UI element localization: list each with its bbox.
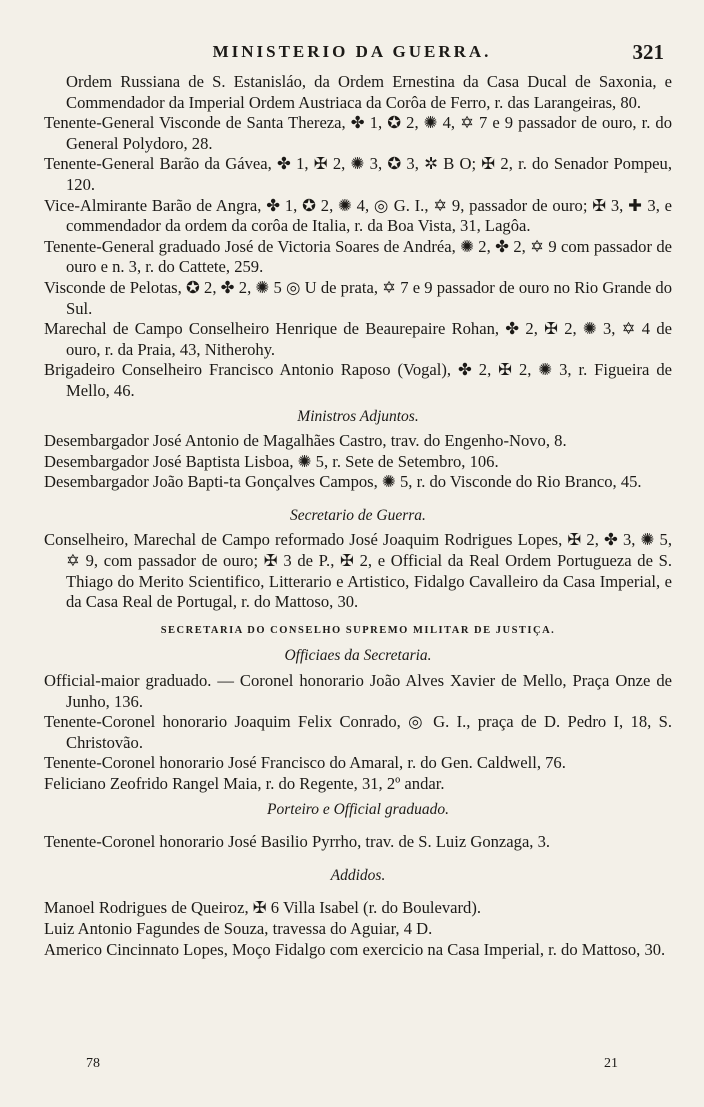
- section-heading-ministros: Ministros Adjuntos.: [297, 407, 419, 425]
- list-item: Official-maior graduado. — Coronel honorario João Alves Xavier de Mello, Praça Onze de Junho, 136.: [44, 671, 672, 711]
- list-item: Desembargador José Antonio de Magalhães Castro, trav. do Engenho-Novo, 8.: [44, 431, 567, 451]
- section-heading-porteiro: Porteiro e Official graduado.: [267, 800, 449, 818]
- section-caps-heading-secretaria: SECRETARIA DO CONSELHO SUPREMO MILITAR DE JUSTIÇA.: [160, 624, 556, 636]
- list-item: Tenente-General Visconde de Santa Thereza, ✤ 1, ✪ 2, ✺ 4, ✡ 7 e 9 passador de ouro, r. do General Polydoro, 28.: [44, 113, 672, 153]
- list-item: Feliciano Zeofrido Rangel Maia, r. do Regente, 31, 2º andar.: [44, 774, 445, 793]
- list-item: Vice-Almirante Barão de Angra, ✤ 1, ✪ 2, ✺ 4, ◎ G. I., ✡ 9, passador de ouro; ✠ 3, ✚ 3, e commendador da ordem da corôa de Italia, r. da Boa Vista, 31, Lagôa.: [44, 195, 672, 236]
- signature-mark-right: 21: [604, 1056, 618, 1071]
- section-heading-officiaes: Officiaes da Secretaria.: [284, 647, 432, 665]
- list-item: Desembargador João Bapti-ta Gonçalves Campos, ✺ 5, r. do Visconde do Rio Branco, 45.: [44, 472, 642, 492]
- section-heading-addidos: Addidos.: [330, 866, 386, 884]
- list-item: Manoel Rodrigues de Queiroz, ✠ 6 Villa Isabel (r. do Boulevard).: [44, 898, 482, 918]
- list-item: Desembargador José Baptista Lisboa, ✺ 5, r. Sete de Setembro, 106.: [44, 451, 499, 471]
- section-heading-secretario: Secretario de Guerra.: [290, 506, 426, 524]
- list-item: Luiz Antonio Fagundes de Souza, travessa do Aguiar, 4 D.: [44, 918, 433, 938]
- list-item: Tenente-Coronel honorario José Francisco do Amaral, r. do Gen. Caldwell, 76.: [44, 753, 566, 773]
- running-title: MINISTERIO DA GUERRA.: [212, 42, 492, 61]
- list-item: Ordem Russiana de S. Estanisláo, da Ordem Ernestina da Casa Ducal de Saxonia, e Commendador da Imperial Ordem Austriaca da Corôa de Ferro, r. das Larangeiras, 80.: [66, 72, 672, 112]
- list-item: Tenente-Coronel honorario Joaquim Felix Conrado, ◎ G. I., praça de D. Pedro I, 18, S. Christovão.: [44, 712, 672, 752]
- page-number: 321: [632, 40, 664, 64]
- list-item: Tenente-Coronel honorario José Basilio Pyrrho, trav. de S. Luiz Gonzaga, 3.: [44, 832, 551, 852]
- body-text: [44, 72, 672, 960]
- signature-mark-left: 78: [86, 1056, 100, 1071]
- list-item: Marechal de Campo Conselheiro Henrique de Beaurepaire Rohan, ✤ 2, ✠ 2, ✺ 3, ✡ 4 de ouro, r. da Praia, 43, Nitherohy.: [44, 319, 672, 359]
- list-item: Visconde de Pelotas, ✪ 2, ✤ 2, ✺ 5 ◎ U de prata, ✡ 7 e 9 passador de ouro no Rio Grande do Sul.: [44, 277, 672, 318]
- list-item: Brigadeiro Conselheiro Francisco Antonio Raposo (Vogal), ✤ 2, ✠ 2, ✺ 3, r. Figueira de Mello, 46.: [44, 360, 672, 400]
- list-item: Tenente-General Barão da Gávea, ✤ 1, ✠ 2, ✺ 3, ✪ 3, ✲ B O; ✠ 2, r. do Senador Pompeu, 120.: [44, 154, 672, 194]
- list-item: Tenente-General graduado José de Victoria Soares de Andréa, ✺ 2, ✤ 2, ✡ 9 com passador de ouro e n. 3, r. do Cattete, 259.: [44, 236, 672, 277]
- list-item: Americo Cincinnato Lopes, Moço Fidalgo com exercicio na Casa Imperial, r. do Mattoso, 30.: [44, 939, 666, 959]
- page-footer: [86, 1056, 618, 1076]
- list-item: Conselheiro, Marechal de Campo reformado José Joaquim Rodrigues Lopes, ✠ 2, ✤ 3, ✺ 5, ✡ 9, com passador de ouro; ✠ 3 de P., ✠ 2, e Official da Real Ordem Portugueza de S. Thiago do Merito Scientifico, Litterario e Artistico, Fidalgo Cavalleiro da Casa Imperial, e da Casa Real de Portugal, r. do Mattoso, 30.: [44, 530, 672, 612]
- page-header: [40, 40, 664, 68]
